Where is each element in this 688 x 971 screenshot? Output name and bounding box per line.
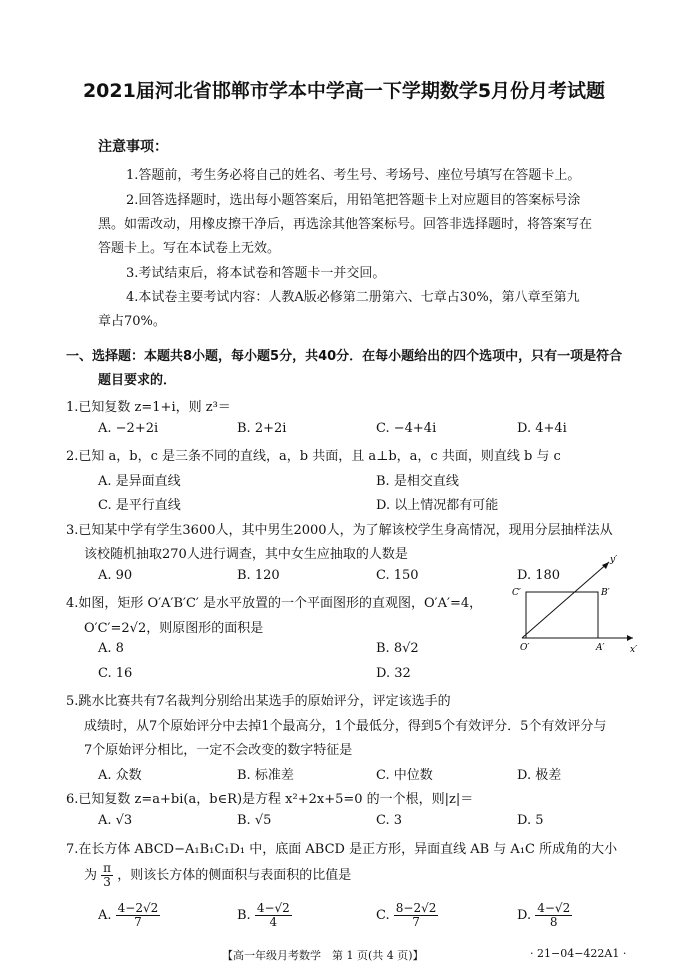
page-title: 2021届河北省邯郸市学本中学高一下学期数学5月份月考试题 <box>82 80 606 102</box>
q7-option-c <box>376 902 438 929</box>
q2-stem: 2.已知 a，b，c 是三条不同的直线，a，b 共面，且 a⊥b，a，c 共面，则直线 b 与 c <box>66 449 561 464</box>
label-x: x′ <box>630 645 638 655</box>
q7-stem-cont <box>84 862 351 889</box>
q7-option-d <box>517 902 572 929</box>
notice-line: 2.回答选择题时，选出每小题答案后，用铅笔把答题卡上对应题目的答案标号涂 <box>126 193 581 208</box>
q7-angle-fraction <box>101 862 113 889</box>
label-b: B′ <box>601 588 610 598</box>
q2-option-a: A. 是异面直线 <box>98 474 181 489</box>
q3-stem: 3.已知某中学有学生3600人，其中男生2000人，为了解该校学生身高情况，现用分层抽样法从 <box>66 523 613 538</box>
q7-angle-denominator: 3 <box>103 875 111 889</box>
q5-option-d: D. 极差 <box>517 768 562 783</box>
notice-line: 答题卡上。写在本试卷上无效。 <box>98 241 281 256</box>
q7-option-a-label: A. <box>98 908 112 923</box>
q7-option-b-denominator: 4 <box>269 915 278 929</box>
label-o: O′ <box>520 643 530 653</box>
q7-option-b <box>237 902 292 929</box>
q7-option-c-fraction <box>394 902 439 929</box>
q7-angle-numerator: π <box>103 861 112 875</box>
q6-option-a: A. √3 <box>98 813 133 828</box>
q7-option-b-fraction <box>255 902 292 929</box>
q7-option-a-fraction <box>116 902 161 929</box>
q5-stem: 5.跳水比赛共有7名裁判分别给出某选手的原始评分，评定该选手的 <box>66 694 451 709</box>
q5-option-b: B. 标准差 <box>237 768 294 783</box>
q1-stem: 1.已知复数 z=1+i，则 z³＝ <box>66 400 231 415</box>
page-footer: 【高一年级月考数学 第 1 页(共 4 页)】 <box>222 949 424 962</box>
q7-option-a <box>98 902 160 929</box>
q4-option-c: C. 16 <box>98 666 133 681</box>
q6-stem: 6.已知复数 z=a+bi(a，b∈R)是方程 x²+2x+5=0 的一个根，则|z|＝ <box>66 792 474 807</box>
q7-option-d-numerator: 4−√2 <box>537 901 571 915</box>
notice-line: 4.本试卷主要考试内容：人教A版必修第二册第六、七章占30%，第八章至第九 <box>126 290 580 305</box>
q5-stem-cont: 成绩时，从7个原始评分中去掉1个最高分，1个最低分，得到5个有效评分．5个有效评分与 <box>84 719 607 734</box>
q7-stem: 7.在长方体 ABCD−A₁B₁C₁D₁ 中，底面 ABCD 是正方形，异面直线 AB 与 A₁C 所成角的大小 <box>66 842 618 857</box>
label-y: y′ <box>610 555 618 565</box>
q7-option-c-numerator: 8−2√2 <box>395 901 437 915</box>
q3-option-c: C. 150 <box>376 568 419 583</box>
q1-option-a: A. −2+2i <box>98 421 159 436</box>
q1-option-c: C. −4+4i <box>376 421 437 436</box>
q4-figure <box>496 552 646 658</box>
q3-option-a: A. 90 <box>98 568 133 583</box>
q3-option-b: B. 120 <box>237 568 280 583</box>
q7-option-b-label: B. <box>237 908 251 923</box>
q7-stem-prefix: 为 <box>84 868 98 883</box>
q4-option-b: B. 8√2 <box>376 641 419 656</box>
page-code: · 21−04−422A1 · <box>530 947 627 960</box>
notice-heading: 注意事项： <box>98 139 168 155</box>
notice-line: 1.答题前，考生务必将自己的姓名、考生号、考场号、座位号填写在答题卡上。 <box>126 168 581 183</box>
q1-option-b: B. 2+2i <box>237 421 287 436</box>
q6-option-d: D. 5 <box>517 813 544 828</box>
q4-stem-cont: O′C′=2√2，则原图形的面积是 <box>84 621 264 636</box>
y-axis <box>522 562 609 638</box>
q5-option-a: A. 众数 <box>98 768 142 783</box>
q7-option-d-denominator: 8 <box>549 915 558 929</box>
q5-option-c: C. 中位数 <box>376 768 433 783</box>
rectangle-oabc <box>526 592 598 638</box>
q7-option-a-denominator: 7 <box>134 915 142 929</box>
q2-option-d: D. 以上情况都有可能 <box>376 498 499 513</box>
q2-option-b: B. 是相交直线 <box>376 474 459 489</box>
notice-line: 3.考试结束后，将本试卷和答题卡一并交回。 <box>126 266 386 281</box>
x-axis-arrow <box>627 635 633 641</box>
q7-option-d-fraction <box>535 902 572 929</box>
q7-option-d-label: D. <box>517 908 532 923</box>
q4-stem: 4.如图，矩形 O′A′B′C′ 是水平放置的一个平面图形的直观图，O′A′=4， <box>66 596 483 611</box>
q1-option-d: D. 4+4i <box>517 421 567 436</box>
q7-stem-suffix: ，则该长方体的侧面积与表面积的比值是 <box>117 868 352 883</box>
q7-option-b-numerator: 4−√2 <box>256 901 290 915</box>
q2-option-c: C. 是平行直线 <box>98 498 181 513</box>
y-axis-arrow <box>602 562 609 569</box>
q3-stem-cont: 该校随机抽取270人进行调查，其中女生应抽取的人数是 <box>84 547 408 562</box>
q7-option-c-denominator: 7 <box>412 915 420 929</box>
notice-line: 章占70%。 <box>98 314 166 329</box>
q7-option-a-numerator: 4−2√2 <box>117 901 159 915</box>
q3-option-d: D. 180 <box>517 568 561 583</box>
q6-option-b: B. √5 <box>237 813 272 828</box>
q7-option-c-label: C. <box>376 908 390 923</box>
section-heading: 一、选择题：本题共8小题，每小题5分，共40分．在每小题给出的四个选项中，只有一项是符合 <box>66 349 623 364</box>
q5-stem-cont2: 7个原始评分相比，一定不会改变的数字特征是 <box>84 743 353 758</box>
section-heading-cont: 题目要求的． <box>98 373 177 388</box>
label-c: C′ <box>512 588 521 598</box>
q4-option-d: D. 32 <box>376 666 411 681</box>
q6-option-c: C. 3 <box>376 813 403 828</box>
label-a: A′ <box>596 643 605 653</box>
notice-line: 黑。如需改动，用橡皮擦干净后，再选涂其他答案标号。回答非选择题时，将答案写在 <box>98 217 593 232</box>
q4-option-a: A. 8 <box>98 641 124 656</box>
